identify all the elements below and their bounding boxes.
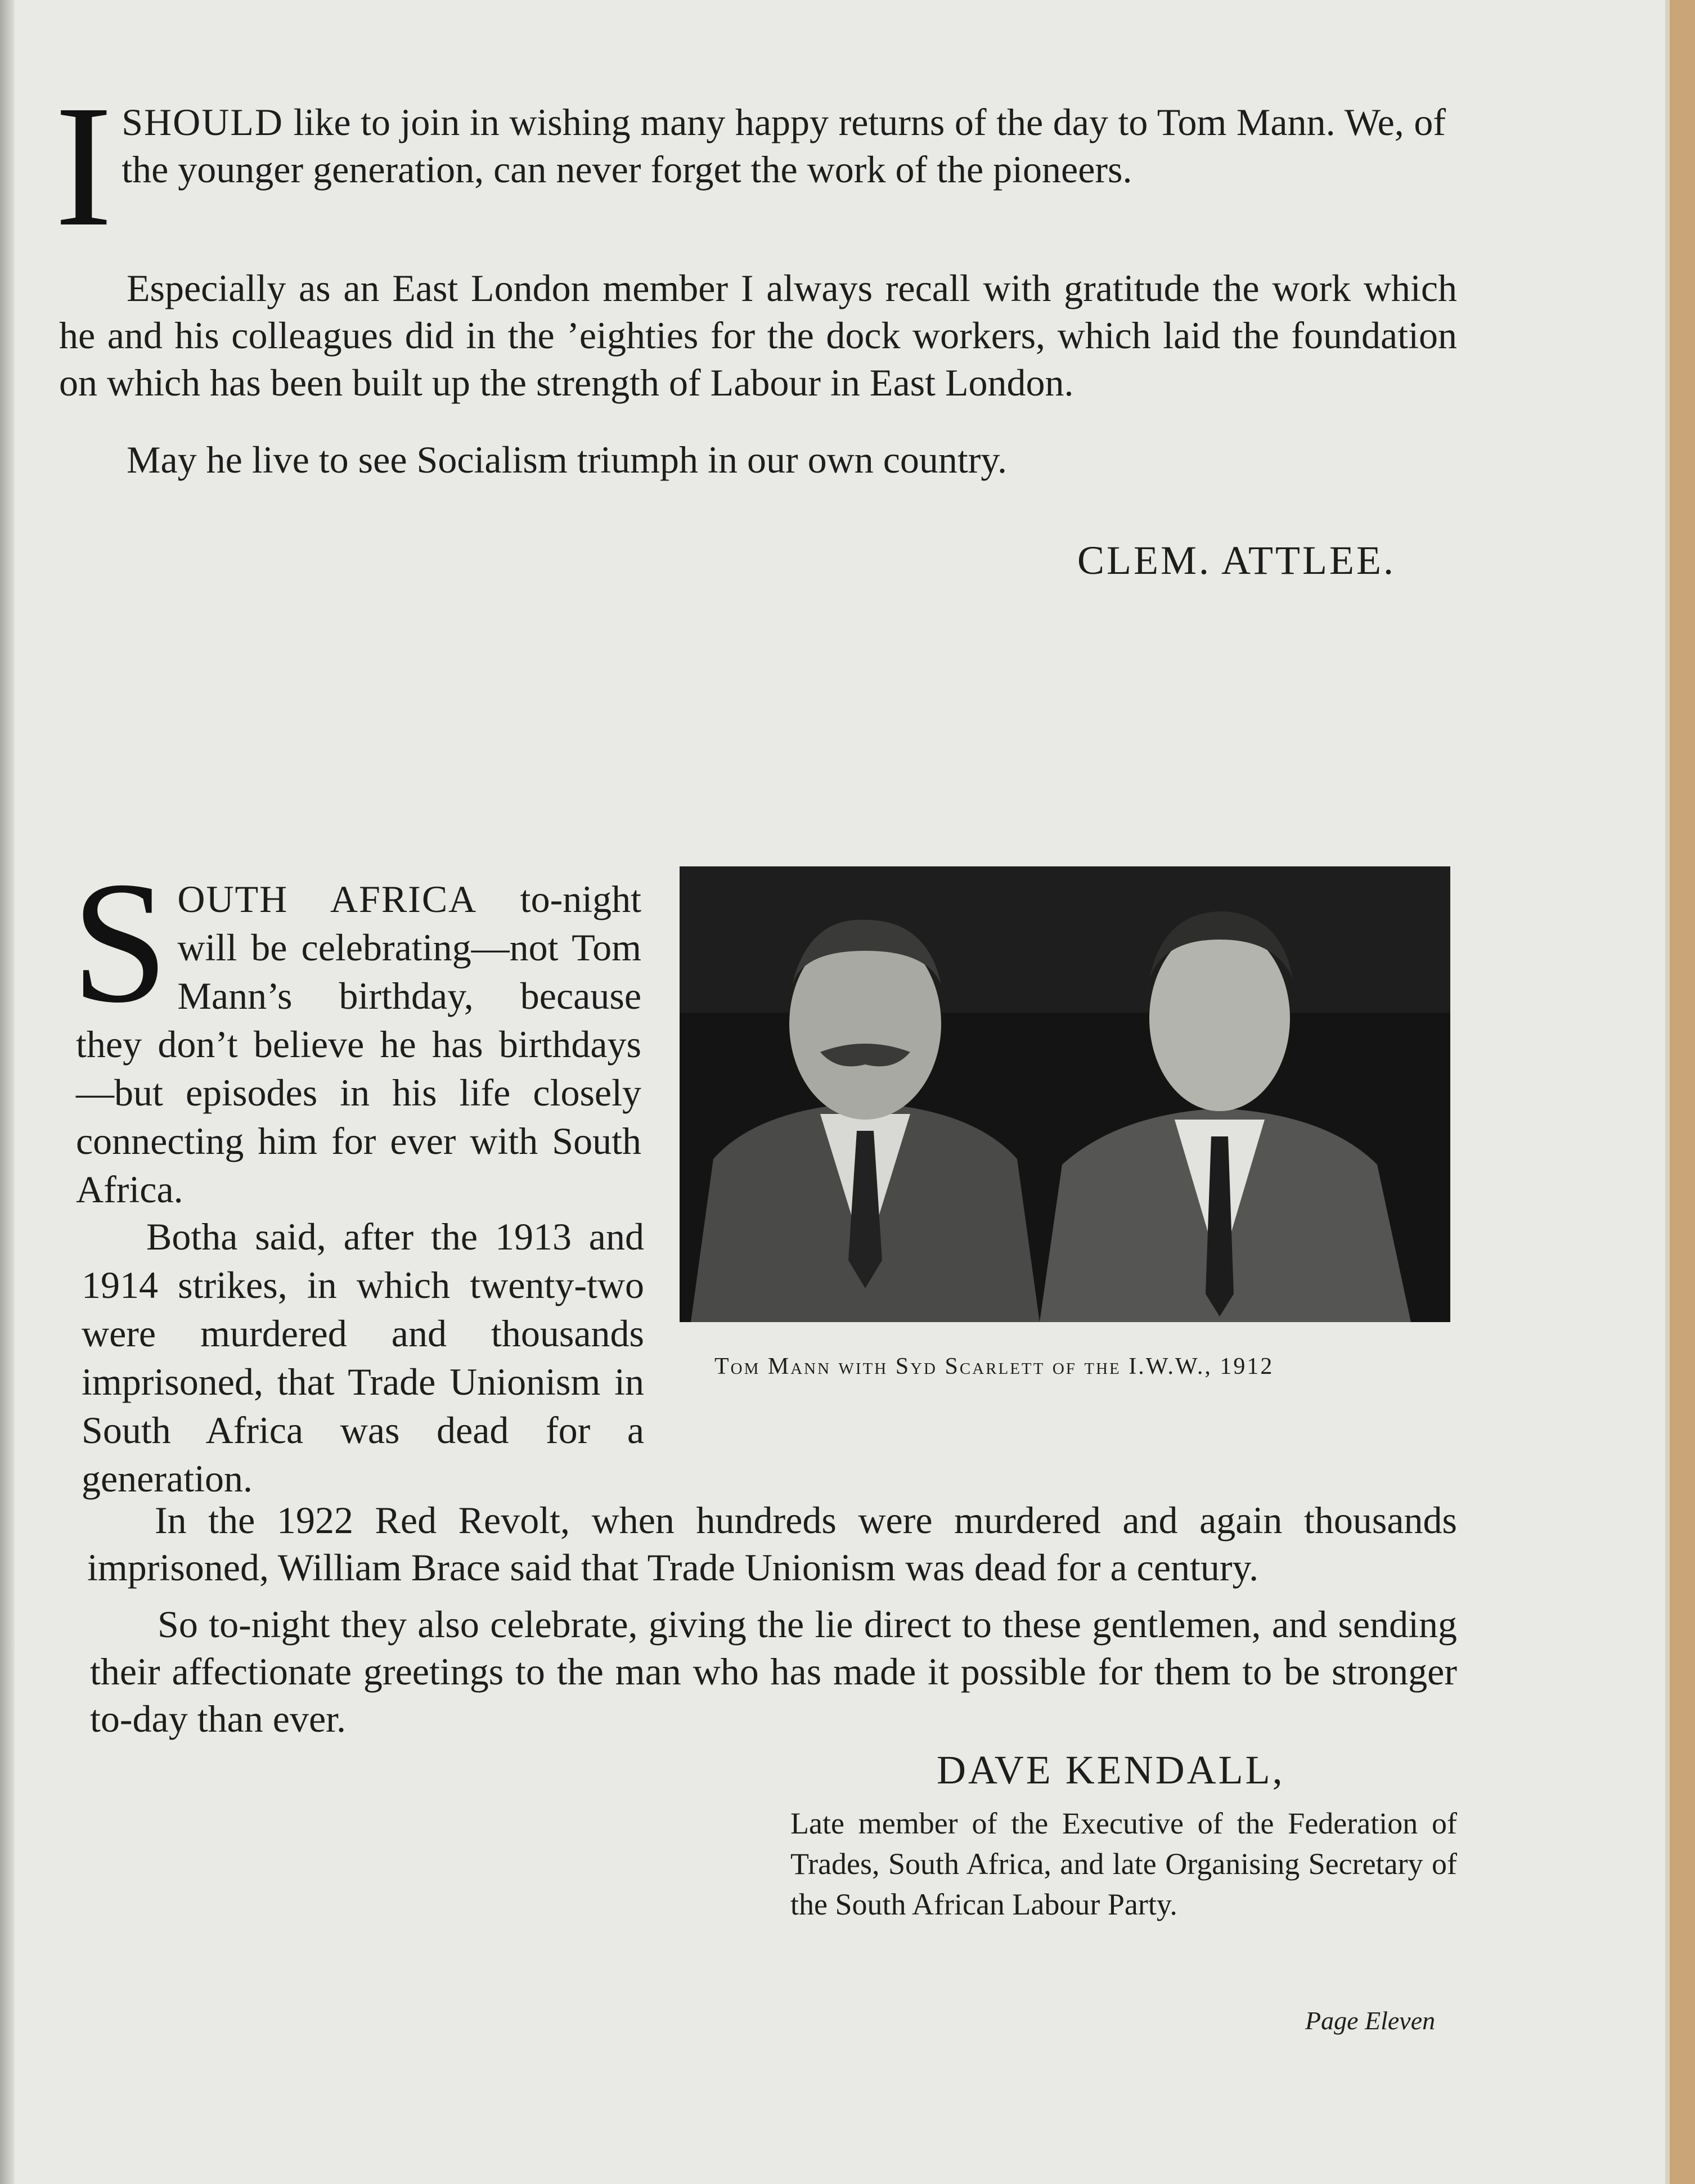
letter1-paragraph-1 <box>55 70 1446 263</box>
letter1-paragraph-1-text: like to join in wishing many happy returns of the day to Tom Mann. We, of the younger generation, can never forget the work of the pioneers. <box>122 101 1446 191</box>
page-number: Page Eleven <box>1305 2006 1436 2035</box>
portrait-photo <box>680 866 1450 1322</box>
letter2-paragraph-1-text: to-night will be celebrating—not Tom Mann’s birthday, because they don’t believe he has birthdays—but episodes in his life closely connecting him for ever with South Africa. <box>76 878 641 1211</box>
letter2-paragraph-1 <box>71 846 641 1214</box>
letter1-paragraph-2: Especially as an East London member I always recall with gratitude the work which he and his colleagues did in the ’eighties for the dock workers, which laid the foundation on which has been built up the strength of Labour in East London. <box>59 267 1457 404</box>
page-binding-shadow <box>0 0 15 2184</box>
letter2-drop-cap: S <box>71 846 169 1039</box>
letter1-signature: CLEM. ATTLEE. <box>1077 538 1396 583</box>
letter2-paragraph-3: In the 1922 Red Revolt, when hundreds were murdered and again thousands imprisoned, William Brace said that Trade Unionism was dead for a century. <box>87 1499 1457 1589</box>
letter2-lead-caps: OUTH AFRICA <box>177 878 478 920</box>
letter2-signature: DAVE KENDALL, <box>937 1747 1285 1792</box>
letter1-drop-cap: I <box>55 70 113 263</box>
letter1-lead-caps: SHOULD <box>122 101 284 143</box>
letter2-paragraph-2: Botha said, after the 1913 and 1914 strikes, in which twenty-two were murdered and thousands imprisoned, that Trade Unionism in South Africa was dead for a generation. <box>82 1215 644 1500</box>
letter1-paragraph-3: May he live to see Socialism triumph in our own country. <box>127 438 1007 481</box>
photo-caption: Tom Mann with Syd Scarlett of the I.W.W., 1912 <box>714 1354 1274 1379</box>
letter2-signature-note: Late member of the Executive of the Federation of Trades, South Africa, and late Organising Secretary of the South African Labour Party. <box>790 1806 1457 1921</box>
letter2-paragraph-4: So to-night they also celebrate, giving the lie direct to these gentlemen, and sending their affectionate greetings to the man who has made it possible for them to be stronger to-day than ever. <box>90 1603 1457 1740</box>
portrait-photo-illustration <box>680 866 1450 1322</box>
